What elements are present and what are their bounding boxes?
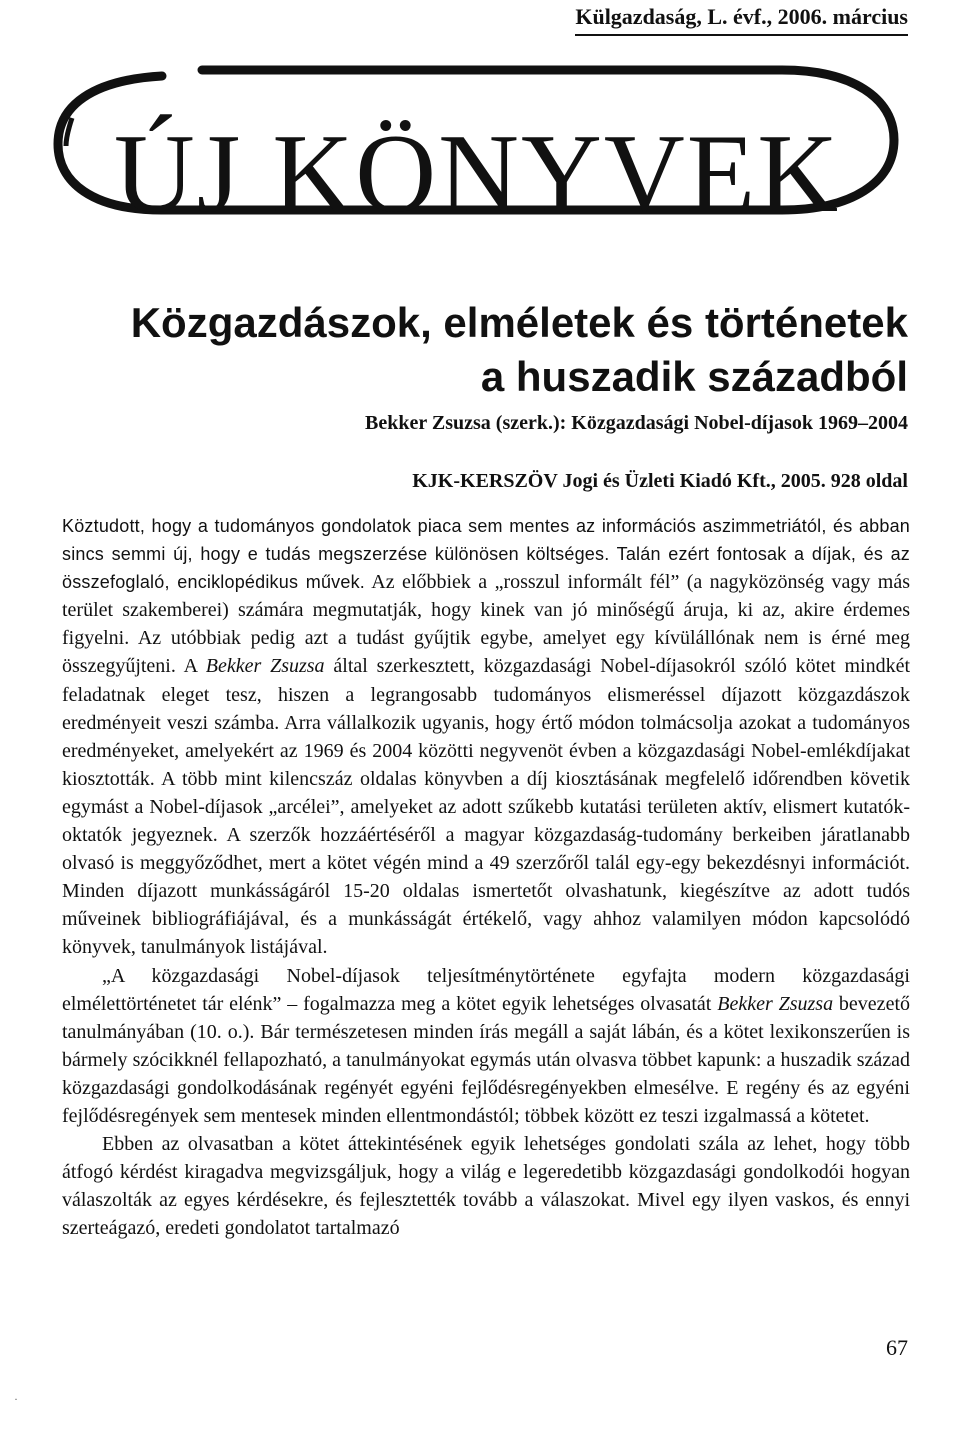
publisher-line: KJK-KERSZÖV Jogi és Üzleti Kiadó Kft., 2005. 928 oldal [412,470,908,492]
article-body [62,512,910,1242]
journal-header: Külgazdaság, L. évf., 2006. március [575,2,908,36]
page-number: 67 [886,1335,908,1360]
paragraph-1-text-b: által szerkesztett, közgazdasági Nobel-díjasokról szóló kötet mindkét feladatnak eleget tesz, hiszen a legrangosabb tudományos elismeréssel díjazott közgazdászok eredményeit veszi számba. Arra vállalkozik ugyanis, hogy értő módon tolmácsolja azokat a tudományos eredményeket, amelyekért az 1969 és 2004 közötti negyvenöt évben a közgazdasági Nobel-emlékdíjakat kiosztották. A több mint kilencszáz oldalas könyvben a díj kiosztásának megfelelő időrendben követik egymást a Nobel-díjasok „arcélei”, amelyeket az adott szűkebb kutatási területen aktív, elismert kutatók-oktatók jegyeznek. A szerzők hozzáértéséről a magyar közgazdaság-tudomány berkeiben járatlanabb olvasó is meggyőződhet, mert a kötet végén mind a 49 szerzőről talál egy-egy bekezdésnyi információt. Minden díjazott munkásságáról 15-20 oldalas ismertetőt olvashatunk, kiegészítve az adott tudós műveinek bibliográfiájával, és a munkásságát értékelő, vagy ahhoz valamilyen módon kapcsolódó könyvek, tanulmányok listájával. [62,655,911,959]
scan-mark: · [14,1392,18,1406]
author-name: Bekker Zsuzsa [717,992,834,1015]
article-title-line-2: a huszadik századból [480,353,908,400]
section-title: ÚJ KÖNYVEK [113,112,841,236]
book-title: Bekker Zsuzsa (szerk.): Közgazdasági Nobel-díjasok 1969–2004 [365,412,908,434]
paragraph-1 [62,512,910,962]
paragraph-2-text-a: „A közgazdasági Nobel-díjasok teljesítménytörténete egyfajta modern közgazdasági elmélettörténetet tár elénk” – fogalmazza meg a kötet egyik lehetséges olvasatát [62,964,910,1015]
article-title [131,296,908,404]
book-info [365,410,908,494]
article-title-line-1: Közgazdászok, elméletek és történetek [130,299,908,346]
section-banner [52,58,902,236]
paragraph-1-text-a: Az előbbiek a „rosszul informált fél” (a nagyközönség vagy más terület szakemberei) számára megmutatják, hogy kinek van jó minőségű áruja, ki az, akire érdemes figyelni. Az utóbbiak pedig azt a tudást gyűjtik egybe, amelyet egy kívülállónak nem is érné meg összegyűjteni. A [62,571,911,678]
author-name: Bekker Zsuzsa [205,655,325,678]
paragraph-1-lead: Köztudott, hogy a tudományos gondolatok piaca sem mentes az információs aszimmetriától, és abban sincs semmi új, hogy e tudás megszerzése különösen költséges. Talán ezért fontosak a díjak, és az összefoglaló, enciklopédikus művek. [62,516,910,593]
paragraph-3: Ebben az olvasatban a kötet áttekintésének egyik lehetséges gondolati szála az lehet, hogy több átfogó kérdést kiragadva megvizsgáljuk, hogy a világ e legeredetibb közgazdasági gondolkodói hogyan válaszolták az egyes kérdésekre, és fejlesztették tovább a válaszokat. Mivel egy ilyen vaskos, és ennyi szerteágazó, eredeti gondolatot tartalmazó [62,1133,910,1240]
paragraph-2-text-b: bevezető tanulmányában (10. o.). Bár természetesen minden írás megáll a saját lábán, és a kötet lexikonszerűen is bármely szócikknél fellapozható, a tanulmányokat egymás után olvasva többet kapunk: a huszadik század közgazdasági gondolkodásának regényét egyéni fejlődésregényekben elmesélve. E regény és az egyéni fejlődésregények sem mentesek minden ellentmondástól; többek között ez teszi izgalmassá a kötetet. [62,992,910,1127]
paragraph-2 [62,962,910,1131]
